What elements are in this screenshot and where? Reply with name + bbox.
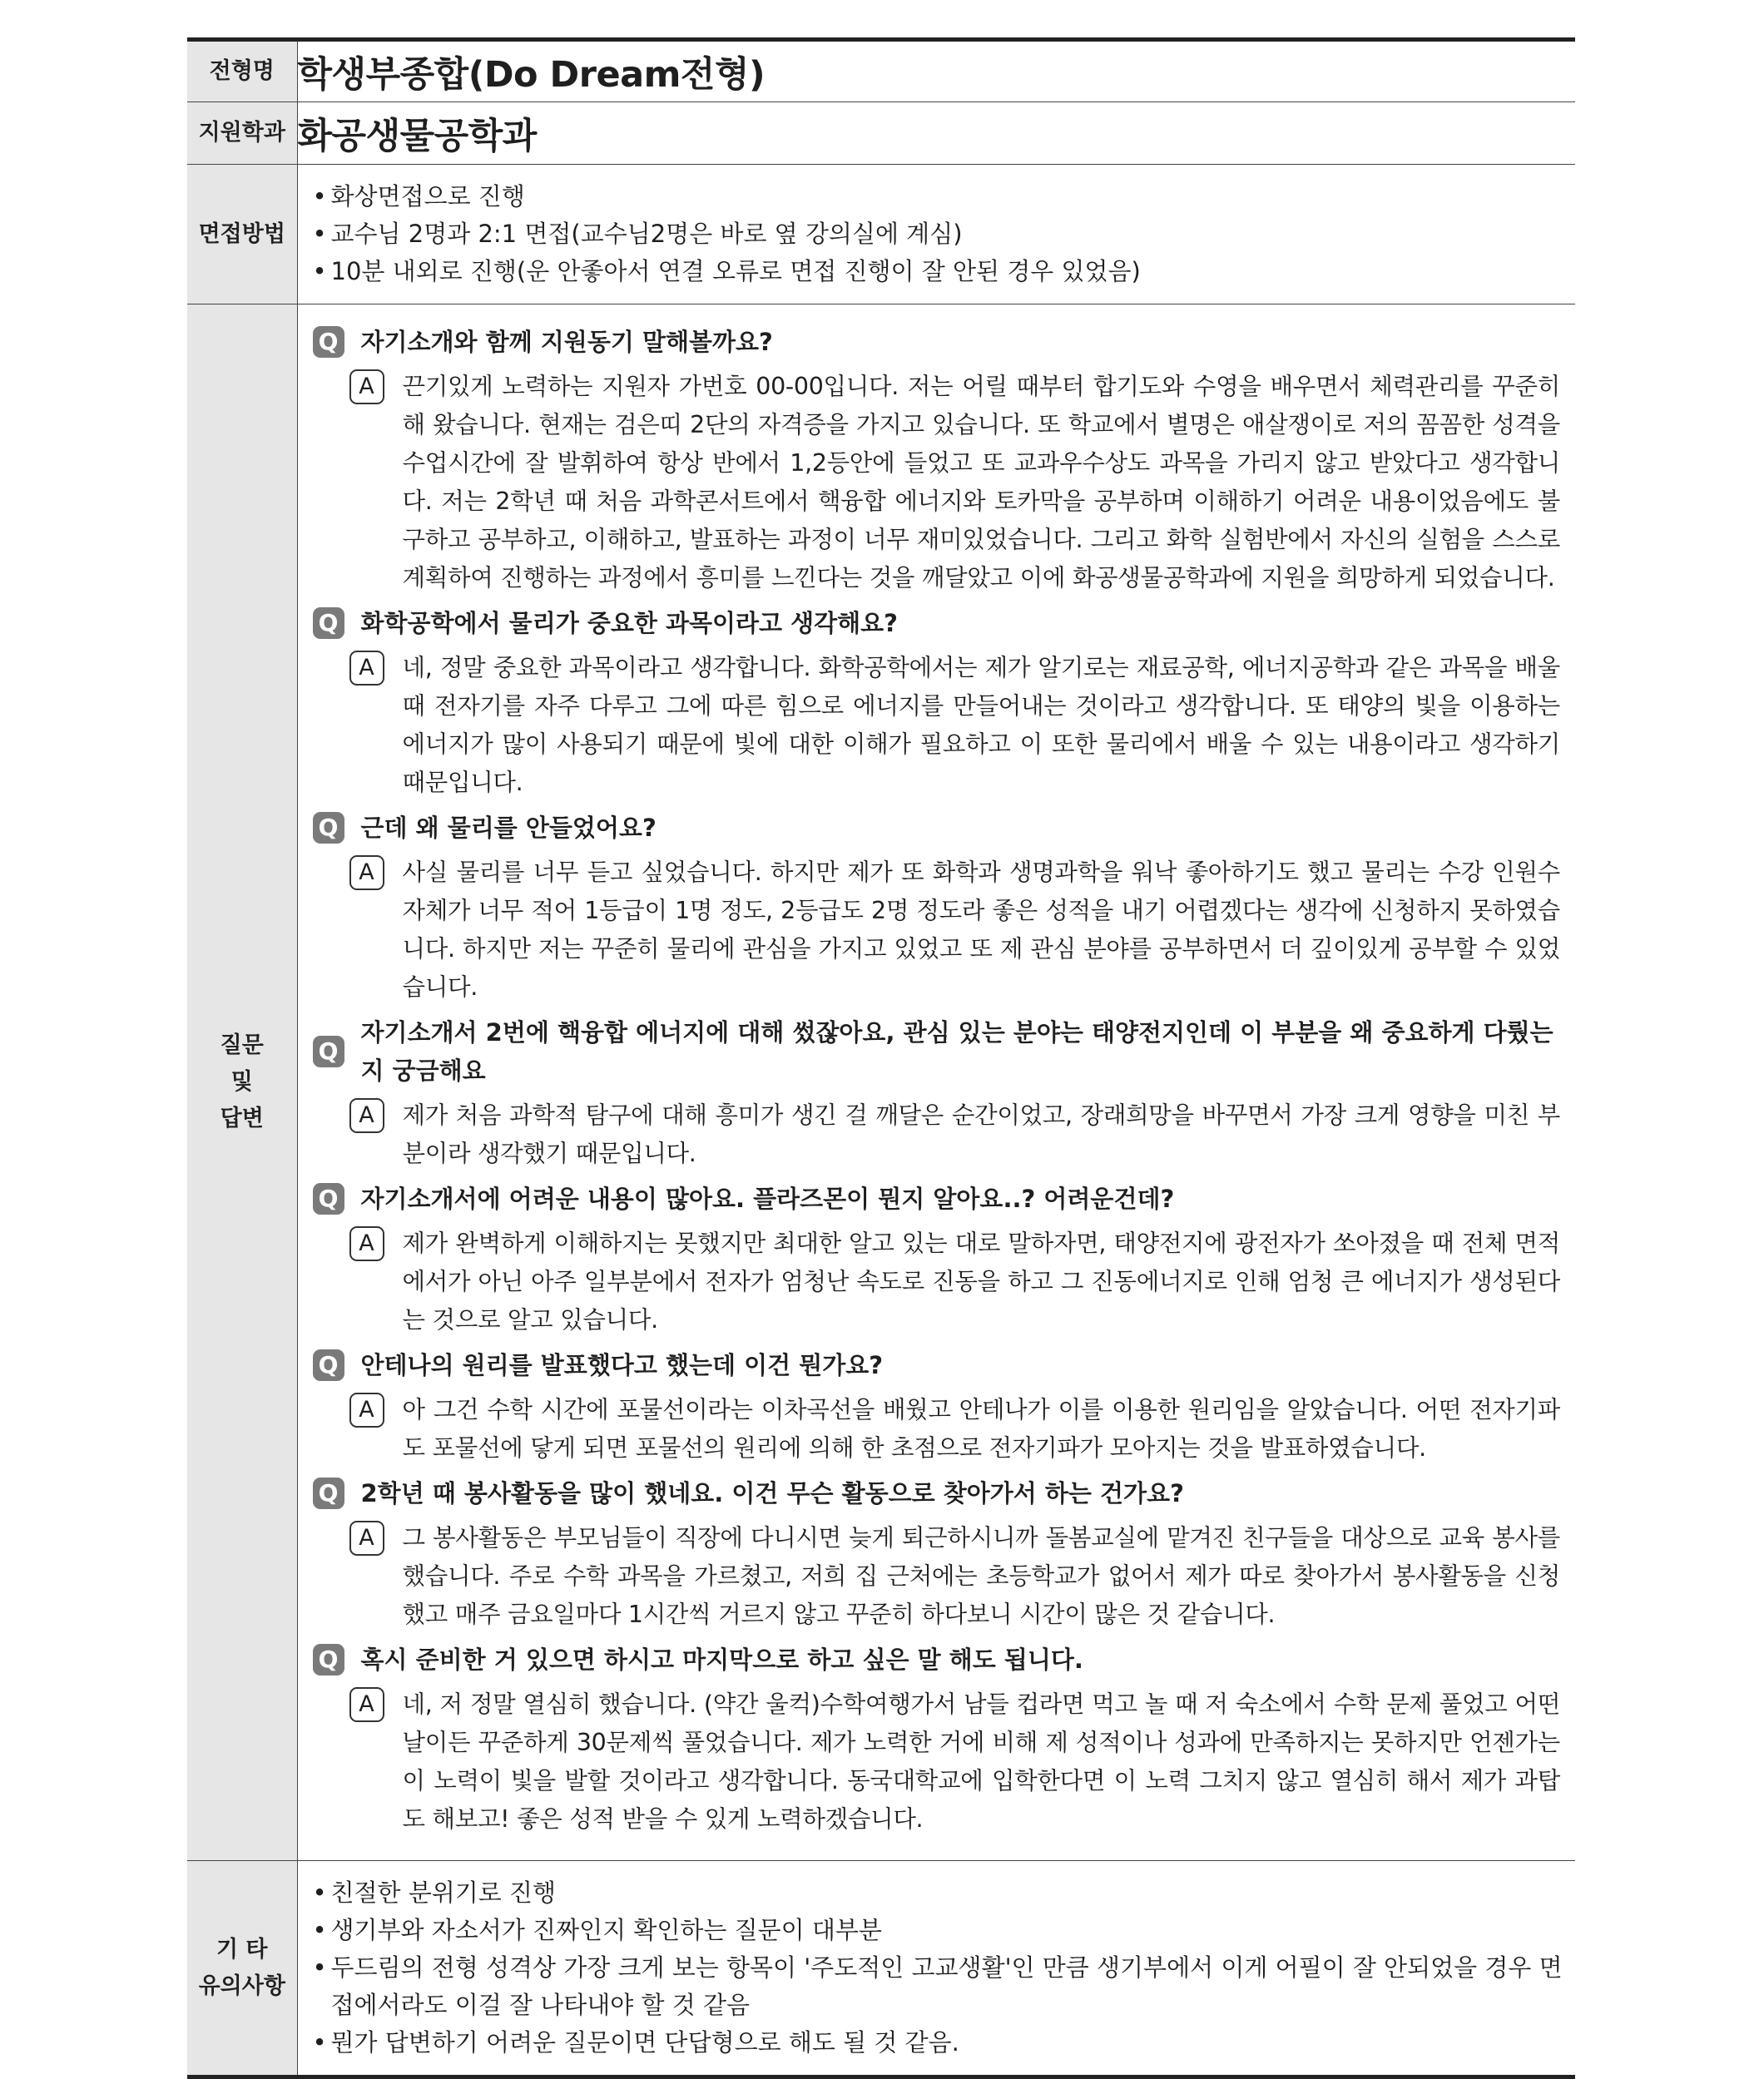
answer-badge: A [349,1226,384,1261]
note-item: • 생기부와 자소서가 진짜인지 확인하는 질문이 대부분 [313,1912,1576,1949]
answer-text: 제가 완벽하게 이해하지는 못했지만 최대한 알고 있는 대로 말하자면, 태양전지에 광전자가 쏘아졌을 때 전체 면적에서가 아닌 아주 일부분에서 전자가 엄청난 속도로 진동을 하고 그 진동에너지로 인해 엄청 큰 에너지가 생성된다는 것으로 알고 있습니다. [402,1230,1560,1334]
answer [349,1096,1561,1173]
qa-list [298,304,1576,1860]
question-text: 혹시 준비한 거 있으면 하시고 마지막으로 하고 싶은 말 해도 됩니다. [360,1646,1083,1674]
answer-badge: A [349,369,384,404]
answer [349,1519,1561,1634]
department-label: 지원학과 [187,102,297,165]
question [313,1013,1561,1090]
question-text: 근데 왜 물리를 안들었어요? [360,814,657,842]
answer-badge: A [349,651,384,686]
interview-table [187,37,1575,2079]
qa-label-line: 답변 [220,1106,264,1131]
answer-text: 그 봉사활동은 부모님들이 직장에 다니시면 늦게 퇴근하시니까 돌봄교실에 맡겨진 친구들을 대상으로 교육 봉사를 했습니다. 주로 수학 과목을 가르쳤고, 저희 집 근처에는 초등학교가 없어서 제가 따로 찾아가서 봉사활동을 신청했고 매주 금요일마다 1시간씩 거르지 않고 꾸준히 하다보니 시간이 많은 것 같습니다. [402,1524,1560,1628]
answer-badge: A [349,1521,384,1556]
qa-label-line: 질문 [220,1032,264,1058]
qa-label-line: 및 [230,1069,253,1095]
question [313,604,1561,642]
question [313,1180,1561,1218]
question-text: 자기소개서에 어려운 내용이 많아요. 플라즈몬이 뭔지 알아요..? 어려운건데? [360,1185,1175,1213]
question-badge: Q [313,812,344,844]
answer [349,854,1561,1007]
interview-method-label: 면접방법 [187,165,297,304]
question-badge: Q [313,1478,344,1509]
answer-badge: A [349,855,384,890]
question-badge: Q [313,1183,344,1215]
notes-list [298,1861,1576,2075]
method-item: • 10분 내외로 진행(운 안좋아서 연결 오류로 면접 진행이 잘 안된 경우 있었음) [313,253,1576,290]
answer-text: 네, 정말 중요한 과목이라고 생각합니다. 화학공학에서는 제가 알기로는 재료공학, 에너지공학과 같은 과목을 배울 때 전자기를 자주 다루고 그에 따른 힘으로 에너지를 만들어내는 것이라고 생각합니다. 또 태양의 빛을 이용하는 에너지가 많이 사용되기 때문에 빛에 대한 이해가 필요하고 이 또한 물리에서 배울 수 있는 내용이라고 생각하기 때문입니다. [402,654,1560,796]
department-value: 화공생물공학과 [297,102,1575,165]
answer-badge: A [349,1687,384,1722]
note-item: • 친절한 분위기로 진행 [313,1874,1576,1912]
question-badge: Q [313,607,344,639]
note-item: • 뭔가 답변하기 어려운 질문이면 단답형으로 해도 될 것 같음. [313,2024,1576,2062]
answer [349,1391,1561,1468]
admission-type-value: 학생부종합(Do Dream전형) [297,40,1575,102]
qa-cell [297,304,1575,1861]
question-badge: Q [313,1036,344,1067]
interview-report-sheet [187,37,1575,2079]
question [313,809,1561,847]
admission-type-label: 전형명 [187,40,297,102]
question [313,1641,1561,1679]
question-badge: Q [313,1644,344,1676]
interview-method-list [298,165,1576,304]
notes-label-line: 기 타 [216,1936,268,1963]
qa-label [187,304,297,1861]
notes-label [187,1861,297,2077]
method-item: • 교수님 2명과 2:1 면접(교수님2명은 바로 옆 강의실에 계심) [313,215,1576,253]
answer-text: 제가 처음 과학적 탐구에 대해 흥미가 생긴 걸 깨달은 순간이었고, 장래희망을 바꾸면서 가장 크게 영향을 미친 부분이라 생각했기 때문입니다. [402,1101,1560,1167]
interview-method-cell [297,165,1575,304]
interview-method-row [187,165,1575,304]
answer [349,368,1561,597]
question-text: 화학공학에서 물리가 중요한 과목이라고 생각해요? [360,609,899,637]
question-text: 자기소개와 함께 지원동기 말해볼까요? [360,328,773,356]
answer-text: 사실 물리를 너무 듣고 싶었습니다. 하지만 제가 또 화학과 생명과학을 워낙 좋아하기도 했고 물리는 수강 인원수 자체가 너무 적어 1등급이 1명 정도, 2등급도 2명 정도라 좋은 성적을 내기 어렵겠다는 생각에 신청하지 못하였습니다. 하지만 저는 꾸준히 물리에 관심을 가지고 있었고 또 제 관심 분야를 공부하면서 더 깊이있게 공부할 수 있었습니다. [402,859,1560,1001]
question-text: 자기소개서 2번에 핵융합 에너지에 대해 썼잖아요, 관심 있는 분야는 태양전지인데 이 부분을 왜 중요하게 다뤘는지 궁금해요 [360,1018,1553,1085]
note-item: • 두드림의 전형 성격상 가장 크게 보는 항목이 '주도적인 고교생활'인 만큼 생기부에서 이게 어필이 잘 안되었을 경우 면접에서라도 이걸 잘 나타내야 할 것 같음 [313,1949,1576,2024]
question-text: 2학년 때 봉사활동을 많이 했네요. 이건 무슨 활동으로 찾아가서 하는 건가요? [360,1479,1184,1507]
question [313,1474,1561,1512]
notes-cell [297,1861,1575,2077]
answer-text: 네, 저 정말 열심히 했습니다. (약간 울컥)수학여행가서 남들 컵라면 먹고 놀 때 저 숙소에서 수학 문제 풀었고 어떤 날이든 꾸준하게 30문제씩 풀었습니다. 제가 노력한 거에 비해 제 성적이나 성과에 만족하지는 못하지만 언젠가는 이 노력이 빛을 발할 것이라고 생각합니다. 동국대학교에 입학한다면 이 노력 그치지 않고 열심히 해서 제가 과탑도 해보고! 좋은 성적 받을 수 있게 노력하겠습니다. [402,1690,1560,1833]
answer-badge: A [349,1393,384,1428]
question [313,323,1561,361]
department-row [187,102,1575,165]
method-item: • 화상면접으로 진행 [313,178,1576,215]
admission-type-row [187,40,1575,102]
answer [349,1685,1561,1839]
answer [349,649,1561,802]
question [313,1346,1561,1384]
answer [349,1225,1561,1339]
notes-label-line: 유의사항 [198,1973,285,1999]
qa-row [187,304,1575,1861]
answer-text: 끈기있게 노력하는 지원자 가번호 00-00입니다. 저는 어릴 때부터 합기도와 수영을 배우면서 체력관리를 꾸준히 해 왔습니다. 현재는 검은띠 2단의 자격증을 가지고 있습니다. 또 학교에서 별명은 애살쟁이로 저의 꼼꼼한 성격을 수업시간에 잘 발휘하여 항상 반에서 1,2등안에 들었고 또 교과우수상도 과목을 가리지 않고 받았다고 생각합니다. 저는 2학년 때 처음 과학콘서트에서 핵융합 에너지와 토카막을 공부하며 이해하기 어려운 내용이었음에도 불구하고 공부하고, 이해하고, 발표하는 과정이 너무 재미있었습니다. 그리고 화학 실험반에서 자신의 실험을 스스로 계획하여 진행하는 과정에서 흥미를 느낀다는 것을 깨달았고 이에 화공생물공학과에 지원을 희망하게 되었습니다. [402,373,1560,592]
question-badge: Q [313,1349,344,1381]
notes-row [187,1861,1575,2077]
answer-badge: A [349,1098,384,1133]
answer-text: 아 그건 수학 시간에 포물선이라는 이차곡선을 배웠고 안테나가 이를 이용한 원리임을 알았습니다. 어떤 전자기파도 포물선에 닿게 되면 포물선의 원리에 의해 한 초점으로 전자기파가 모아지는 것을 발표하였습니다. [402,1396,1560,1462]
question-badge: Q [313,326,344,358]
question-text: 안테나의 원리를 발표했다고 했는데 이건 뭔가요? [360,1351,884,1379]
